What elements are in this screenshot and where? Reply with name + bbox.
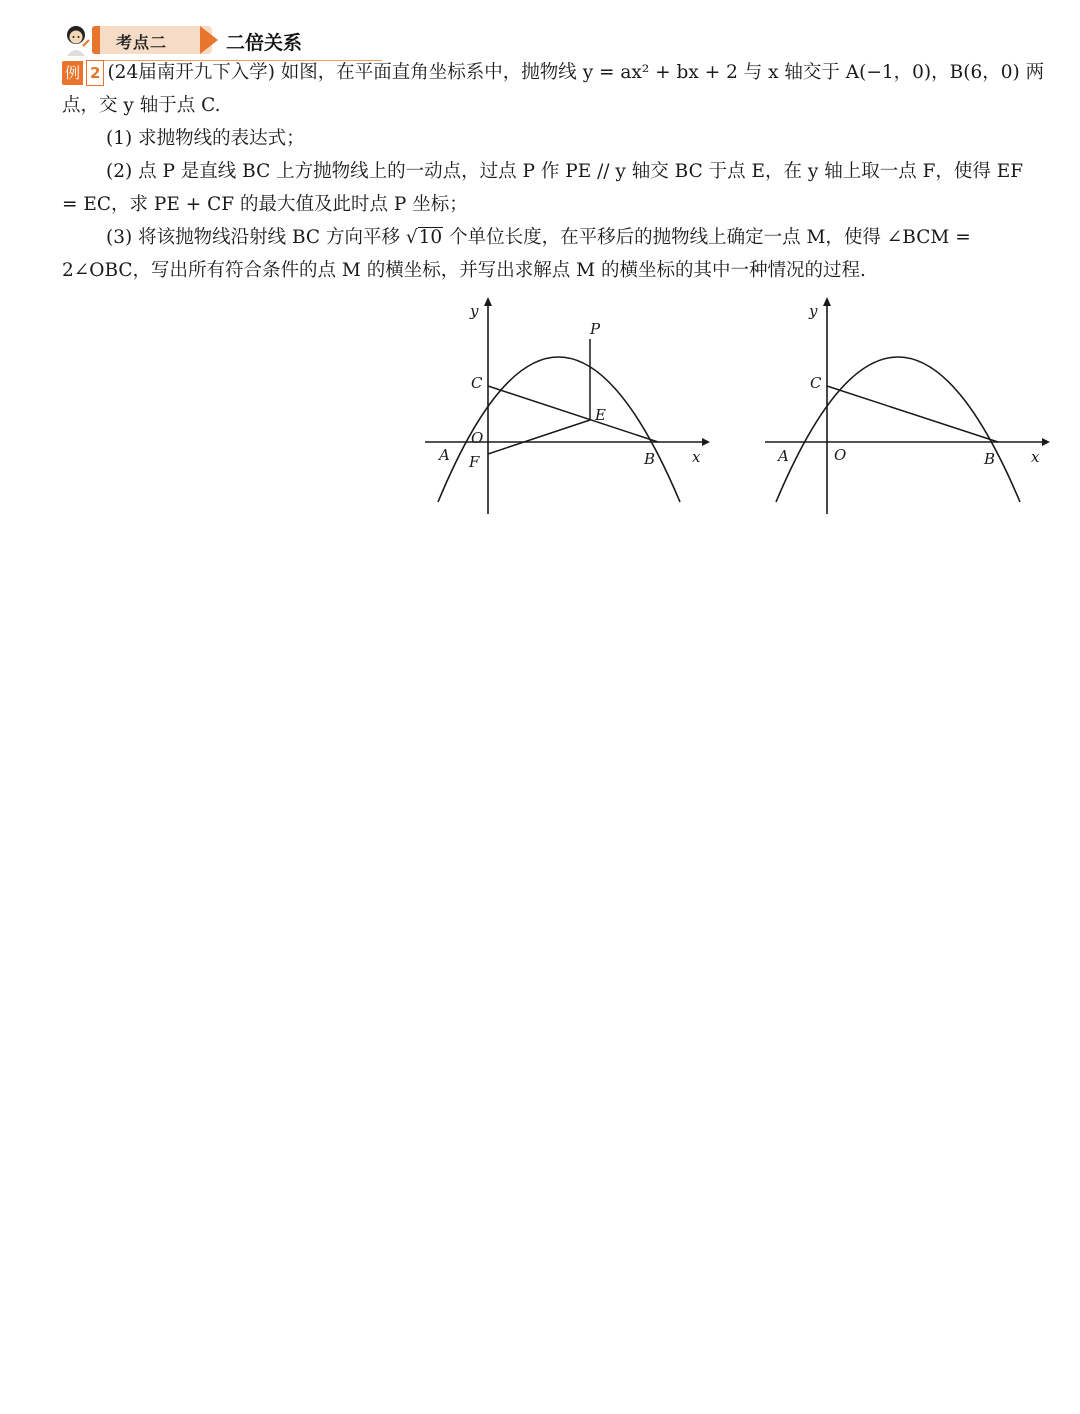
fig1-label-o: O [471, 429, 484, 447]
fig1-label-f: F [469, 453, 480, 471]
fig2-label-b: B [984, 450, 996, 468]
example-number: 2 [86, 60, 104, 86]
fig2-segment-bc [827, 386, 998, 442]
fig1-label-y: y [470, 302, 479, 320]
fig2-label-a: A [778, 447, 789, 465]
fig2-label-y: y [809, 302, 818, 320]
fig1-x-arrow [702, 438, 710, 446]
fig1-label-p: P [590, 320, 601, 338]
question-1: (1) 求抛物线的表达式； [106, 128, 305, 149]
fig2-label-c: C [810, 374, 822, 392]
fig1-segment-ef [488, 420, 590, 454]
question-3-part-a: (3) 将该抛物线沿射线 BC 方向平移 [106, 227, 400, 248]
fig1-label-x: x [692, 448, 701, 466]
figure-2 [760, 292, 1060, 517]
fig1-y-arrow [484, 297, 492, 306]
arrow-right-icon [200, 26, 218, 54]
question-2-line-2: = EC，求 PE + CF 的最大值及此时点 P 坐标； [62, 194, 468, 215]
section-header [62, 22, 322, 58]
example-badge: 例 [62, 61, 83, 85]
fig2-label-o: O [834, 446, 847, 464]
fig1-label-b: B [644, 450, 656, 468]
fig1-label-c: C [471, 374, 483, 392]
fig1-label-e: E [595, 406, 606, 424]
question-3-line-2: 2∠OBC，写出所有符合条件的点 M 的横坐标，并写出求解点 M 的横坐标的其中一种情况的过程. [62, 260, 866, 281]
fig2-y-arrow [823, 297, 831, 306]
problem-stem-2: 点，交 y 轴于点 C. [62, 95, 221, 116]
section-tag-label: 考点二 [116, 33, 168, 52]
problem-text [62, 56, 1057, 287]
problem-stem-1: (24届南开九下入学) 如图，在平面直角坐标系中，抛物线 y = ax² + bx + 2 与 x 轴交于 A(−1，0)，B(6，0) 两 [107, 62, 1045, 83]
question-3-part-b: 个单位长度，在平移后的抛物线上确定一点 M，使得 ∠BCM = [449, 227, 971, 248]
student-avatar-icon [62, 24, 92, 56]
section-title: 二倍关系 [226, 32, 303, 54]
question-2-line-1: (2) 点 P 是直线 BC 上方抛物线上的一动点，过点 P 作 PE // y 轴交 BC 于点 E，在 y 轴上取一点 F，使得 EF [106, 161, 1024, 182]
section-tag-accent [92, 26, 100, 54]
problem-line-1 [62, 56, 1057, 89]
fig1-segment-bc [488, 386, 658, 442]
fig1-label-a: A [439, 446, 450, 464]
question-3-line-1 [62, 221, 1057, 254]
fig2-label-x: x [1031, 448, 1040, 466]
sqrt-expression: √10 [405, 227, 443, 248]
sqrt-radicand: 10 [418, 227, 443, 248]
figure-1 [420, 292, 720, 517]
fig2-x-arrow [1042, 438, 1050, 446]
